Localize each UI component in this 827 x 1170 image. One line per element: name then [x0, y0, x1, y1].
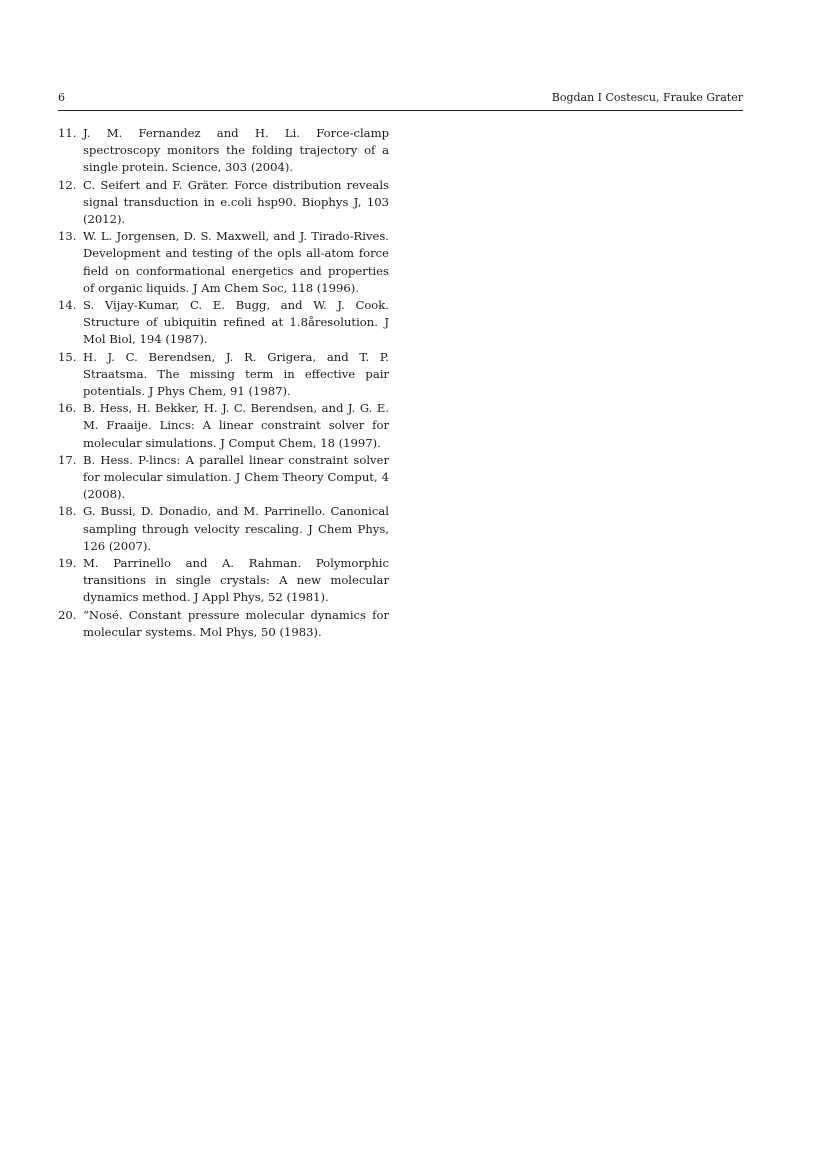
reference-number: 17.: [58, 452, 77, 467]
reference-item: [58, 400, 389, 452]
reference-number: 14.: [58, 298, 77, 313]
reference-text: B. Hess, H. Bekker, H. J. C. Berendsen, and J. G. E. M. Fraaije. Lincs: A linear constraint solver for molecular simulations. J Comput Chem, 18 (1997).: [83, 401, 389, 450]
reference-number: 12.: [58, 177, 77, 192]
page-number: 6: [58, 91, 65, 104]
reference-item: [58, 555, 389, 607]
reference-text: “Nosé. Constant pressure molecular dynamics for molecular systems. Mol Phys, 50 (1983).: [83, 607, 389, 639]
reference-item: [58, 452, 389, 504]
reference-number: 13.: [58, 229, 77, 244]
header-rule: [58, 110, 743, 111]
reference-item: [58, 607, 389, 641]
reference-number: 20.: [58, 607, 77, 622]
reference-number: 11.: [58, 126, 77, 140]
reference-number: 16.: [58, 401, 77, 416]
reference-item: [58, 125, 389, 177]
reference-text: B. Hess. P-lincs: A parallel linear constraint solver for molecular simulation. J Chem Theory Comput, 4 (2008).: [83, 452, 389, 502]
reference-number: 19.: [58, 556, 77, 571]
reference-item: [58, 503, 389, 555]
reference-text: H. J. C. Berendsen, J. R. Grigera, and T. P. Straatsma. The missing term in effective pair potentials. J Phys Chem, 91 (1987).: [83, 349, 389, 399]
reference-text: M. Parrinello and A. Rahman. Polymorphic transitions in single crystals: A new molecular dynamics method. J Appl Phys, 52 (1981).: [83, 556, 389, 605]
reference-text: S. Vijay-Kumar, C. E. Bugg, and W. J. Cook. Structure of ubiquitin refined at 1.8åresolution. J Mol Biol, 194 (1987).: [83, 298, 389, 347]
reference-item: [58, 297, 389, 349]
reference-item: [58, 228, 389, 297]
reference-text: G. Bussi, D. Donadio, and M. Parrinello. Canonical sampling through velocity rescaling. J Chem Phys, 126 (2007).: [83, 504, 389, 553]
reference-text: C. Seifert and F. Gräter. Force distribution reveals signal transduction in e.coli hsp90. Biophys J, 103 (2012).: [83, 177, 389, 227]
running-head: [58, 91, 743, 105]
reference-text: W. L. Jorgensen, D. S. Maxwell, and J. Tirado-Rives. Development and testing of the opls all-atom force field on conformational energetics and properties of organic liquids. J Am Chem Soc, 118 (1996).: [83, 229, 389, 295]
reference-text: J. M. Fernandez and H. Li. Force-clamp spectroscopy monitors the folding trajectory of a single protein. Science, 303 (2004).: [83, 126, 389, 175]
reference-list: [58, 125, 389, 641]
reference-number: 15.: [58, 349, 77, 364]
reference-item: [58, 349, 389, 401]
reference-number: 18.: [58, 504, 77, 519]
reference-item: [58, 177, 389, 229]
running-head-authors: Bogdan I Costescu, Frauke Grater: [551, 91, 743, 104]
